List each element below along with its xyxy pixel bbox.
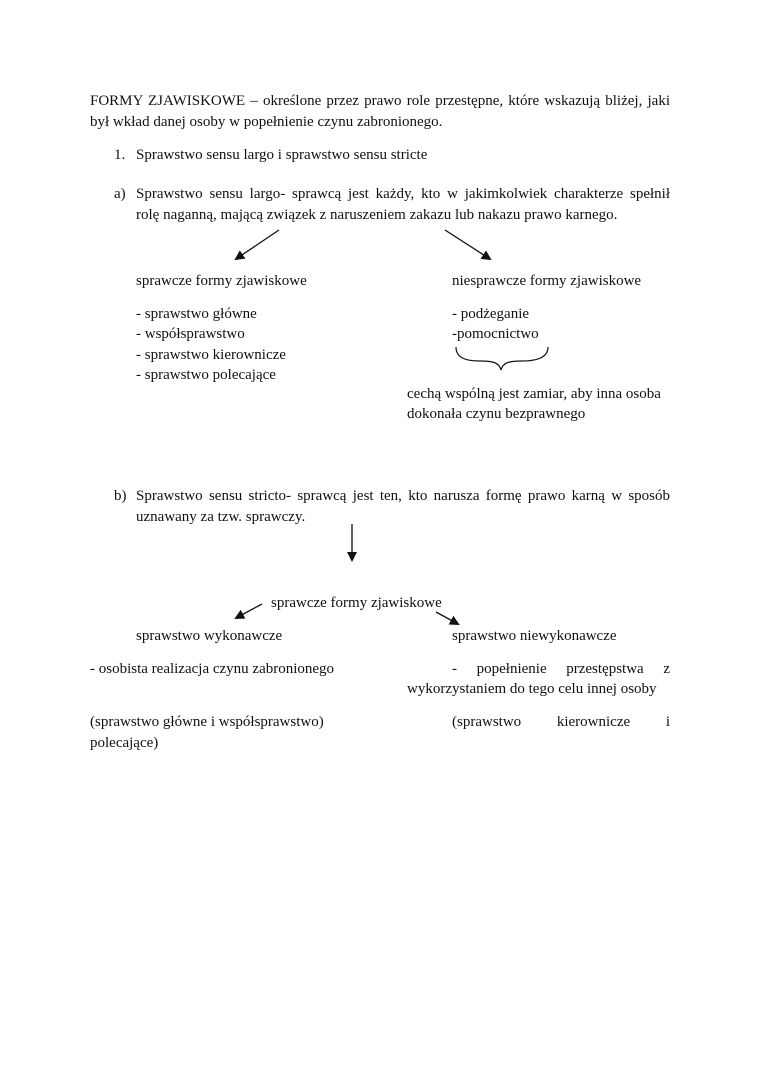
right-description-line-1: - popełnienie przestępstwa z [452,661,670,677]
intro-definition-start: – określone przez prawo role przestępne, które wskazują bliżej, jaki [245,93,671,109]
arrow-to-right-heading [445,230,490,259]
right-note-line-2: polecające) [90,735,159,751]
section-number: 1. [114,147,126,163]
right-description-line-2: wykorzystaniem do tego celu innej osoby [407,681,657,697]
left-list-item: - sprawstwo polecające [136,367,276,383]
intro-term: FORMY ZJAWISKOWE [90,93,246,109]
part-b-marker: b) [114,488,127,504]
part-a-left-heading: sprawcze formy zjawiskowe [136,273,307,289]
left-description: - osobista realizacja czynu zabronionego [90,661,335,677]
left-list-item: - współsprawstwo [136,326,245,342]
part-b-left-heading: sprawstwo wykonawcze [136,628,283,644]
curly-brace-icon [456,347,548,370]
part-b-line-2: uznawany za tzw. sprawczy. [136,509,306,525]
intro-line-2: był wkład danej osoby w popełnienie czynu zabronionego. [90,114,443,130]
right-list-item: -pomocnictwo [452,326,539,342]
common-feature-line-1: cechą wspólną jest zamiar, aby inna osoba [407,386,661,402]
part-b-center-heading: sprawcze formy zjawiskowe [271,595,442,611]
part-a-right-heading: niesprawcze formy zjawiskowe [452,273,642,289]
section-title: Sprawstwo sensu largo i sprawstwo sensu stricte [136,147,428,163]
arrow-to-wykonawcze [236,604,262,618]
common-feature-line-2: dokonała czynu bezprawnego [407,406,586,422]
left-list-item: - sprawstwo główne [136,306,257,322]
intro-line-1 [90,91,670,111]
arrow-to-left-heading [236,230,279,259]
right-list-item: - podżeganie [452,306,530,322]
left-list-item: - sprawstwo kierownicze [136,347,286,363]
left-note: (sprawstwo główne i współsprawstwo) [90,714,324,730]
part-a-marker: a) [114,186,126,202]
arrow-to-niewykonawcze [436,612,458,624]
part-b-line-1: Sprawstwo sensu stricto- sprawcą jest ten, kto narusza formę prawo karną w sposób [136,488,670,504]
part-a-line-1: Sprawstwo sensu largo- sprawcą jest każdy, kto w jakimkolwiek charakterze spełnił [136,186,670,202]
right-note-line-1: (sprawstwo kierownicze i [452,714,670,730]
part-a-line-2: rolę naganną, mającą związek z naruszeniem zakazu lub nakazu prawo karnego. [136,207,618,223]
part-b-right-heading: sprawstwo niewykonawcze [452,628,617,644]
